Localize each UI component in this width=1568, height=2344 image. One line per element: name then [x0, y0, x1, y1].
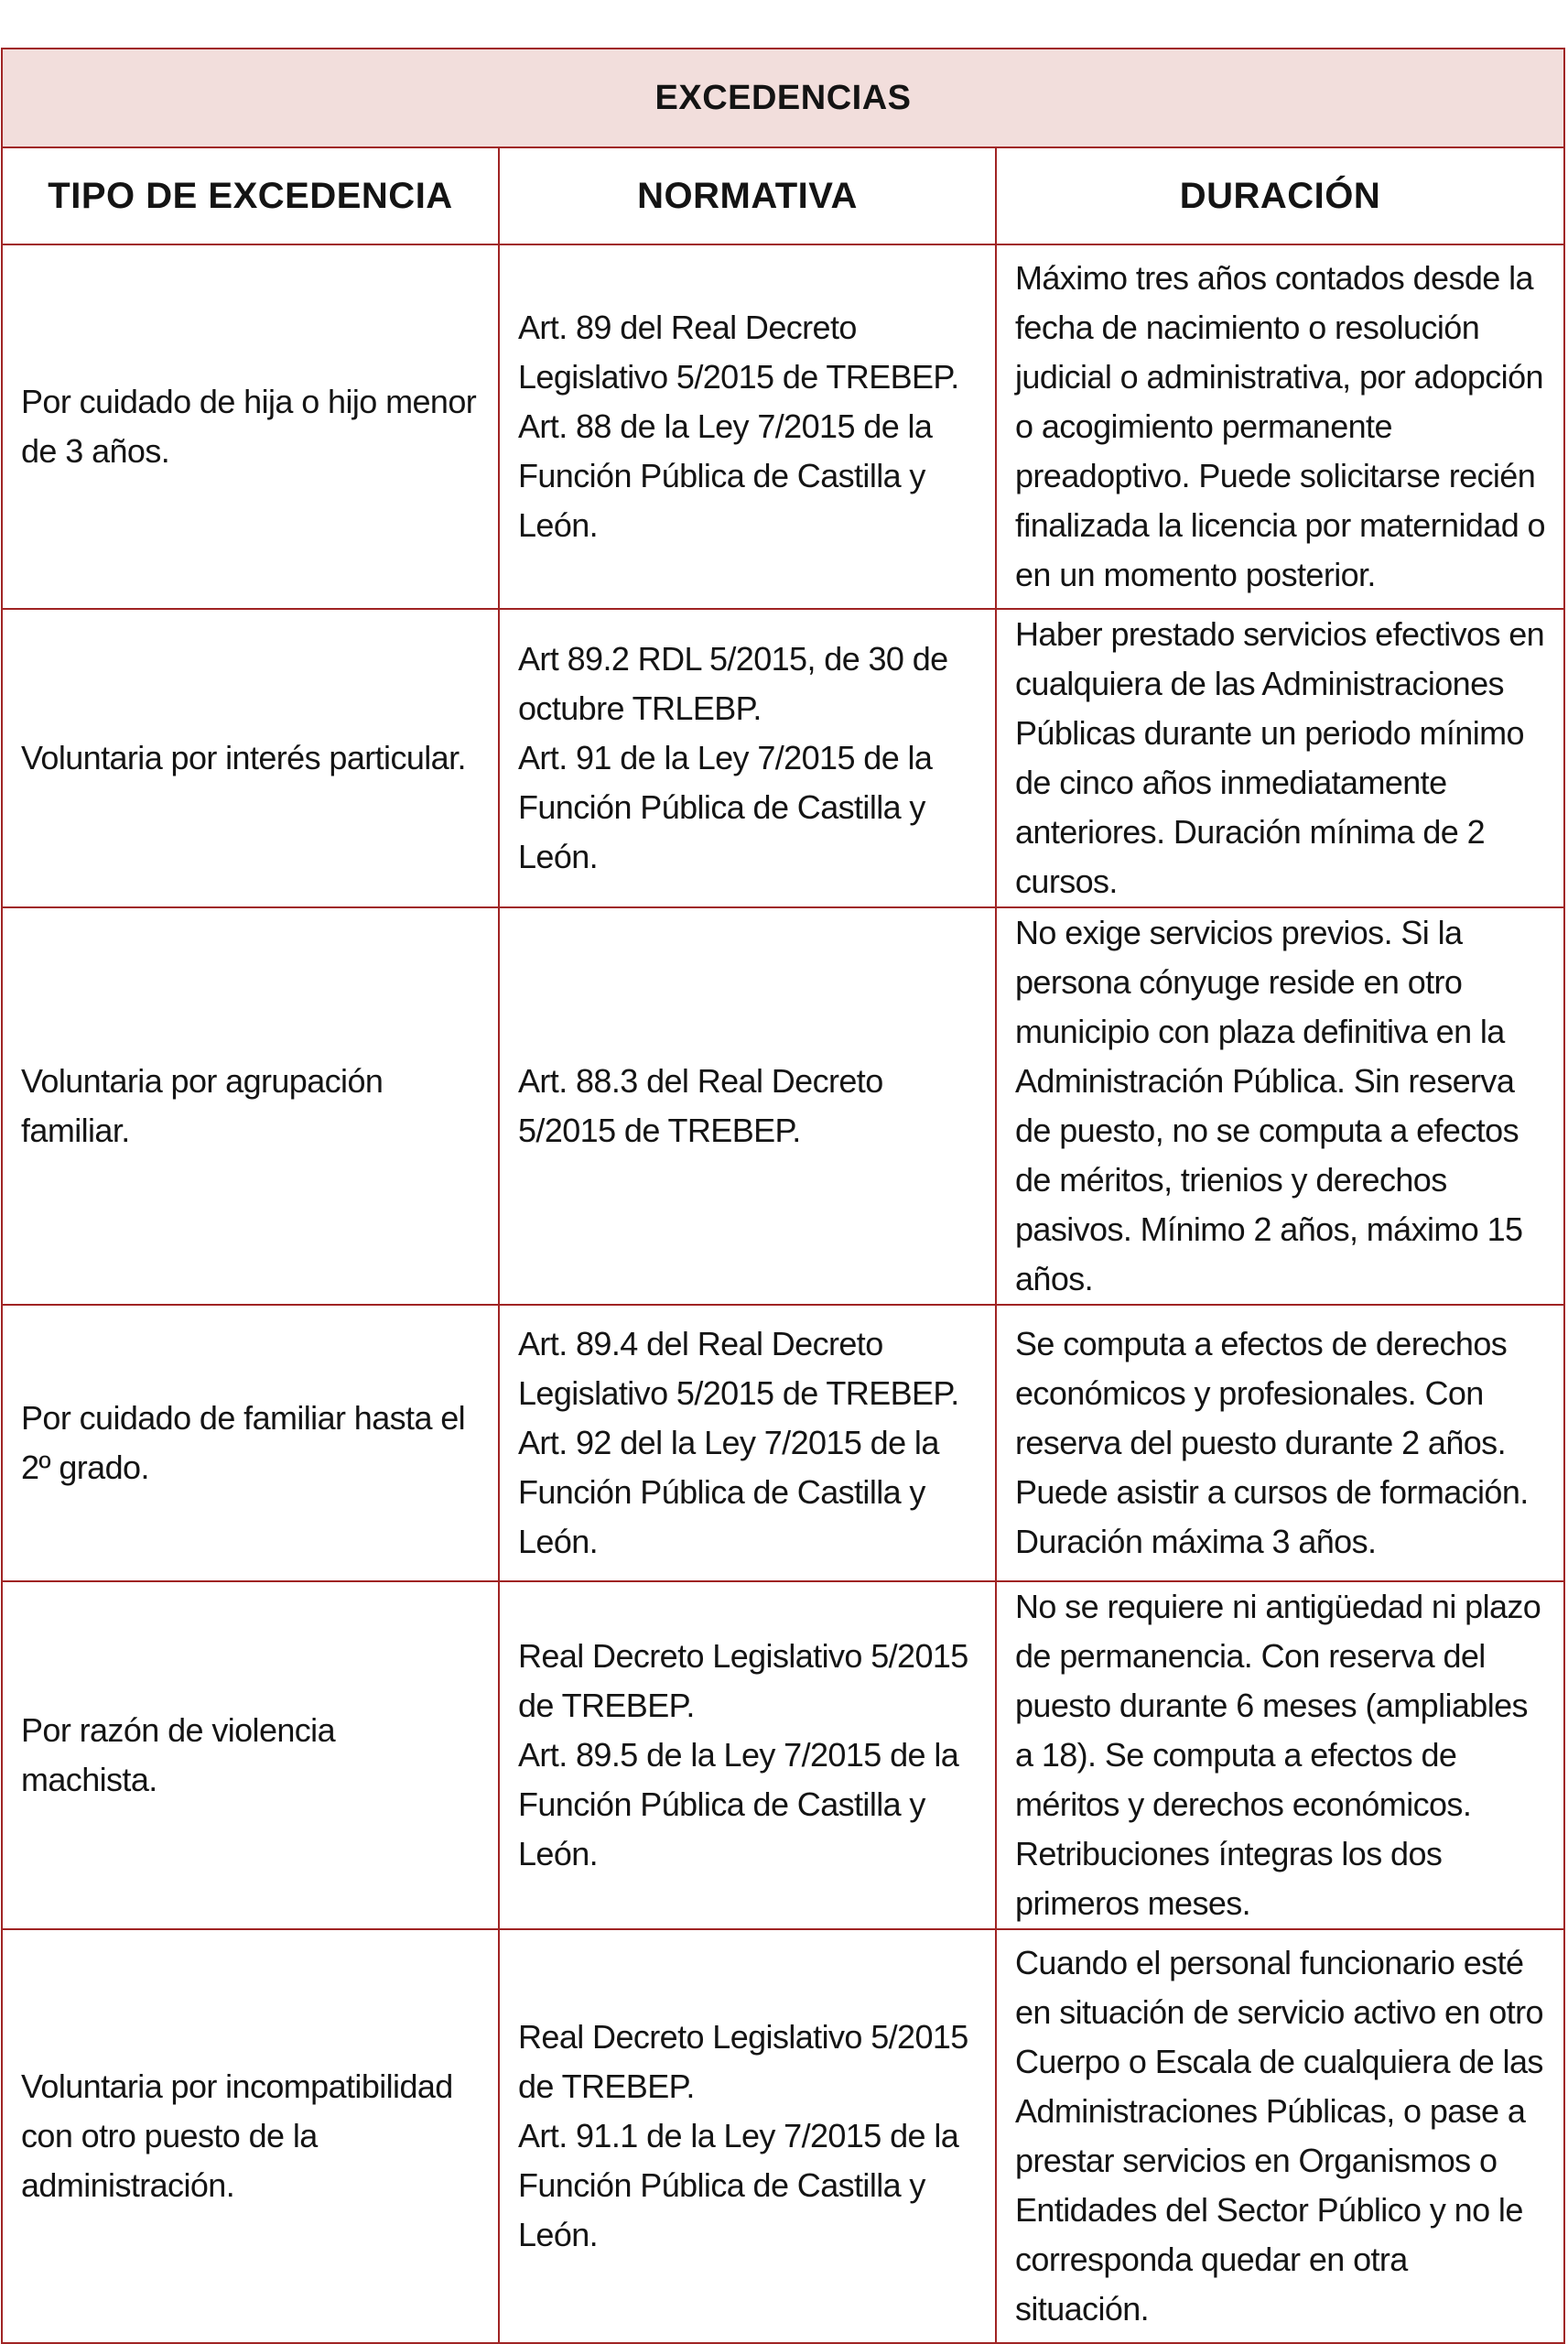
cell-tipo: Por cuidado de familiar hasta el 2º grado.: [2, 1305, 499, 1581]
cell-normativa: Art. 88.3 del Real Decreto 5/2015 de TREBEP.: [499, 907, 996, 1305]
cell-tipo: Voluntaria por incompatibilidad con otro puesto de la administración.: [2, 1929, 499, 2343]
table-row: [2, 1929, 1564, 2343]
excedencias-table: [1, 48, 1565, 2344]
column-header-tipo: TIPO DE EXCEDENCIA: [2, 147, 499, 244]
table-header-row: [2, 147, 1564, 244]
cell-normativa: Real Decreto Legislativo 5/2015 de TREBEP. Art. 89.5 de la Ley 7/2015 de la Función Pública de Castilla y León.: [499, 1581, 996, 1929]
cell-tipo: Por razón de violencia machista.: [2, 1581, 499, 1929]
column-header-duracion: DURACIÓN: [996, 147, 1564, 244]
table-row: [2, 609, 1564, 907]
cell-normativa: Art. 89 del Real Decreto Legislativo 5/2015 de TREBEP. Art. 88 de la Ley 7/2015 de la Función Pública de Castilla y León.: [499, 244, 996, 609]
excedencias-table-container: [1, 48, 1563, 2344]
table-row: [2, 907, 1564, 1305]
table-title: EXCEDENCIAS: [2, 49, 1564, 147]
cell-tipo: Por cuidado de hija o hijo menor de 3 años.: [2, 244, 499, 609]
table-row: [2, 1305, 1564, 1581]
cell-duracion: Máximo tres años contados desde la fecha de nacimiento o resolución judicial o administrativa, por adopción o acogimiento permanente preadoptivo. Puede solicitarse recién finalizada la licencia por maternidad o en un momento posterior.: [996, 244, 1564, 609]
cell-tipo: Voluntaria por agrupación familiar.: [2, 907, 499, 1305]
cell-duracion: Haber prestado servicios efectivos en cualquiera de las Administraciones Públicas durante un periodo mínimo de cinco años inmediatamente anteriores. Duración mínima de 2 cursos.: [996, 609, 1564, 907]
cell-normativa: Art 89.2 RDL 5/2015, de 30 de octubre TRLEBP. Art. 91 de la Ley 7/2015 de la Función Pública de Castilla y León.: [499, 609, 996, 907]
cell-duracion: Se computa a efectos de derechos económicos y profesionales. Con reserva del puesto durante 2 años. Puede asistir a cursos de formación. Duración máxima 3 años.: [996, 1305, 1564, 1581]
table-row: [2, 244, 1564, 609]
cell-normativa: Real Decreto Legislativo 5/2015 de TREBEP. Art. 91.1 de la Ley 7/2015 de la Función Pública de Castilla y León.: [499, 1929, 996, 2343]
cell-duracion: No exige servicios previos. Si la persona cónyuge reside en otro municipio con plaza definitiva en la Administración Pública. Sin reserva de puesto, no se computa a efectos de méritos, trienios y derechos pasivos. Mínimo 2 años, máximo 15 años.: [996, 907, 1564, 1305]
table-title-row: [2, 49, 1564, 147]
cell-normativa: Art. 89.4 del Real Decreto Legislativo 5/2015 de TREBEP. Art. 92 del la Ley 7/2015 de la Función Pública de Castilla y León.: [499, 1305, 996, 1581]
column-header-normativa: NORMATIVA: [499, 147, 996, 244]
cell-duracion: Cuando el personal funcionario esté en situación de servicio activo en otro Cuerpo o Escala de cualquiera de las Administraciones Públicas, o pase a prestar servicios en Organismos o Entidades del Sector Público y no le corresponda quedar en otra situación.: [996, 1929, 1564, 2343]
table-row: [2, 1581, 1564, 1929]
cell-duracion: No se requiere ni antigüedad ni plazo de permanencia. Con reserva del puesto durante 6 meses (ampliables a 18). Se computa a efectos de méritos y derechos económicos. Retribuciones íntegras los dos primeros meses.: [996, 1581, 1564, 1929]
cell-tipo: Voluntaria por interés particular.: [2, 609, 499, 907]
